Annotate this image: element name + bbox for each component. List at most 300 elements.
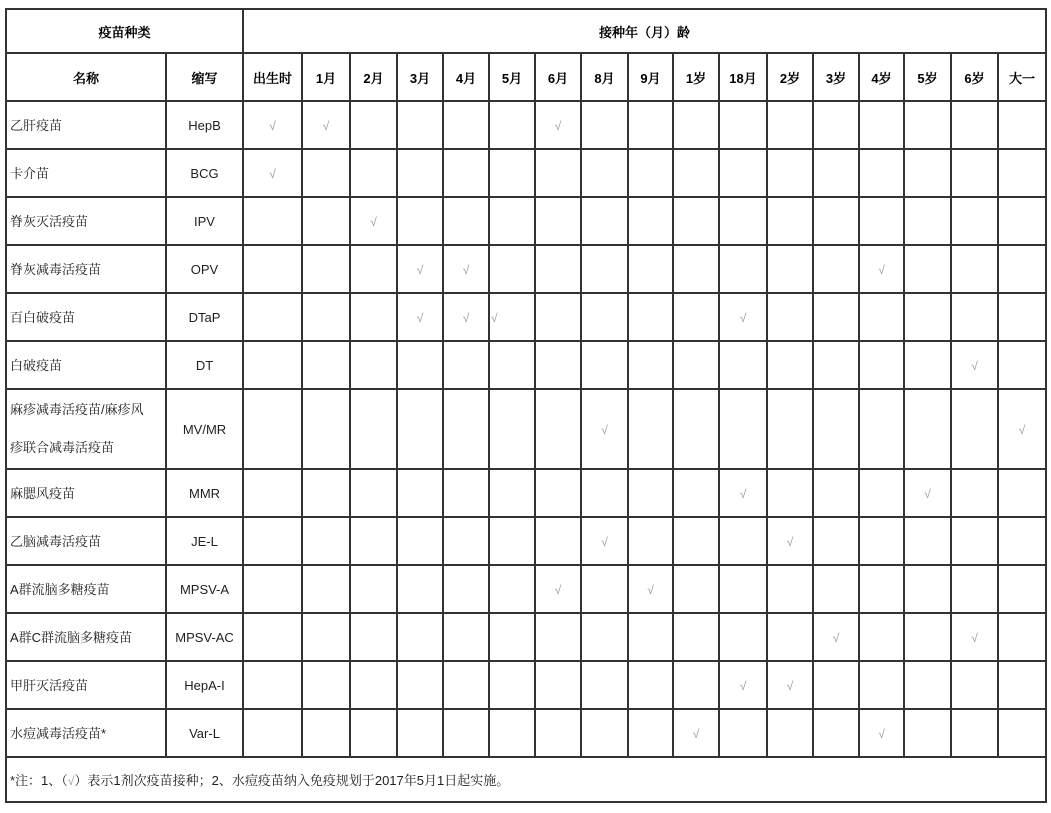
schedule-cell xyxy=(904,661,951,709)
schedule-cell xyxy=(813,469,859,517)
schedule-cell xyxy=(767,149,813,197)
schedule-cell xyxy=(951,197,998,245)
schedule-cell xyxy=(243,101,302,149)
schedule-cell xyxy=(767,341,813,389)
schedule-cell xyxy=(535,517,581,565)
vaccine-row xyxy=(6,709,1046,757)
schedule-cell xyxy=(443,293,489,341)
schedule-cell xyxy=(581,341,628,389)
vaccine-abbr-cell: IPV xyxy=(166,197,243,245)
schedule-cell xyxy=(397,245,443,293)
age-column-header-13: 4岁 xyxy=(859,53,904,101)
schedule-cell xyxy=(998,149,1046,197)
schedule-cell xyxy=(397,341,443,389)
vaccine-abbr-cell: DT xyxy=(166,341,243,389)
schedule-cell xyxy=(535,293,581,341)
schedule-cell xyxy=(767,293,813,341)
schedule-cell xyxy=(813,293,859,341)
age-column-header-0: 出生时 xyxy=(243,53,302,101)
vaccine-row xyxy=(6,101,1046,149)
schedule-cell xyxy=(998,101,1046,149)
schedule-cell xyxy=(998,613,1046,661)
schedule-cell xyxy=(535,197,581,245)
vaccine-abbr-cell: JE-L xyxy=(166,517,243,565)
schedule-cell xyxy=(489,197,535,245)
schedule-cell xyxy=(998,709,1046,757)
schedule-cell xyxy=(813,101,859,149)
schedule-cell xyxy=(443,565,489,613)
schedule-cell xyxy=(998,293,1046,341)
schedule-cell xyxy=(302,245,350,293)
schedule-cell xyxy=(951,709,998,757)
schedule-cell xyxy=(350,101,397,149)
schedule-cell xyxy=(719,389,767,469)
schedule-cell xyxy=(813,517,859,565)
vaccine-row xyxy=(6,517,1046,565)
schedule-cell xyxy=(581,613,628,661)
schedule-cell xyxy=(243,613,302,661)
schedule-cell xyxy=(443,469,489,517)
vaccine-name-cell: A群C群流脑多糖疫苗 xyxy=(6,613,166,661)
vaccine-name-cell: 脊灰减毒活疫苗 xyxy=(6,245,166,293)
check-mark: √ xyxy=(647,582,654,597)
schedule-cell xyxy=(302,661,350,709)
vaccine-row xyxy=(6,197,1046,245)
schedule-cell xyxy=(350,709,397,757)
vaccine-name-cell: 水痘减毒活疫苗* xyxy=(6,709,166,757)
schedule-cell xyxy=(628,389,673,469)
schedule-cell xyxy=(719,517,767,565)
schedule-cell xyxy=(243,661,302,709)
schedule-cell xyxy=(581,709,628,757)
schedule-cell xyxy=(904,197,951,245)
schedule-cell xyxy=(581,517,628,565)
vaccine-abbr-cell: HepB xyxy=(166,101,243,149)
schedule-cell xyxy=(243,469,302,517)
schedule-cell xyxy=(859,341,904,389)
schedule-cell xyxy=(535,101,581,149)
check-mark: √ xyxy=(462,262,470,277)
schedule-cell xyxy=(673,469,719,517)
schedule-cell xyxy=(350,197,397,245)
check-mark: √ xyxy=(971,630,978,645)
schedule-cell xyxy=(673,197,719,245)
schedule-cell xyxy=(350,469,397,517)
schedule-cell xyxy=(719,341,767,389)
schedule-cell xyxy=(859,469,904,517)
schedule-cell xyxy=(489,613,535,661)
vaccine-row xyxy=(6,661,1046,709)
schedule-cell xyxy=(628,613,673,661)
footnote-check-symbol: √ xyxy=(67,774,75,788)
schedule-cell xyxy=(719,661,767,709)
schedule-cell xyxy=(998,517,1046,565)
schedule-cell xyxy=(813,197,859,245)
check-mark: √ xyxy=(878,262,885,277)
schedule-cell xyxy=(397,197,443,245)
age-column-header-1: 1月 xyxy=(302,53,350,101)
vaccine-name-cell: 乙肝疫苗 xyxy=(6,101,166,149)
schedule-cell xyxy=(489,565,535,613)
schedule-cell xyxy=(243,517,302,565)
check-mark: √ xyxy=(554,582,562,597)
age-column-header-14: 5岁 xyxy=(904,53,951,101)
schedule-cell xyxy=(302,293,350,341)
schedule-cell xyxy=(673,565,719,613)
schedule-cell xyxy=(998,565,1046,613)
schedule-cell xyxy=(397,709,443,757)
check-mark: √ xyxy=(1018,422,1026,437)
schedule-cell xyxy=(951,245,998,293)
schedule-cell xyxy=(859,389,904,469)
schedule-cell xyxy=(628,293,673,341)
schedule-cell xyxy=(673,293,719,341)
check-mark: √ xyxy=(739,310,747,325)
schedule-cell xyxy=(535,565,581,613)
schedule-cell xyxy=(628,661,673,709)
check-mark: √ xyxy=(269,118,276,133)
vaccine-row xyxy=(6,565,1046,613)
schedule-cell xyxy=(859,245,904,293)
schedule-cell xyxy=(243,709,302,757)
schedule-cell xyxy=(719,149,767,197)
schedule-cell xyxy=(397,389,443,469)
vaccine-name-cell: 百白破疫苗 xyxy=(6,293,166,341)
schedule-cell xyxy=(767,517,813,565)
check-mark: √ xyxy=(924,486,931,501)
schedule-cell xyxy=(489,469,535,517)
schedule-cell xyxy=(489,149,535,197)
schedule-cell xyxy=(397,101,443,149)
schedule-cell xyxy=(673,613,719,661)
schedule-cell xyxy=(719,293,767,341)
schedule-cell xyxy=(243,149,302,197)
age-column-header-16: 大一 xyxy=(998,53,1046,101)
vaccine-row xyxy=(6,149,1046,197)
schedule-cell xyxy=(628,197,673,245)
schedule-cell xyxy=(581,469,628,517)
schedule-cell xyxy=(673,661,719,709)
schedule-cell xyxy=(673,245,719,293)
schedule-cell xyxy=(904,565,951,613)
schedule-cell xyxy=(581,197,628,245)
schedule-cell xyxy=(628,469,673,517)
schedule-cell xyxy=(243,389,302,469)
schedule-cell xyxy=(813,389,859,469)
schedule-cell xyxy=(581,149,628,197)
schedule-cell xyxy=(302,565,350,613)
schedule-cell xyxy=(443,389,489,469)
schedule-cell xyxy=(951,661,998,709)
header-row-groups xyxy=(6,9,1046,53)
check-mark: √ xyxy=(832,630,840,645)
schedule-cell xyxy=(443,613,489,661)
schedule-cell xyxy=(813,341,859,389)
schedule-cell xyxy=(904,341,951,389)
schedule-cell xyxy=(998,661,1046,709)
age-column-header-5: 5月 xyxy=(489,53,535,101)
schedule-cell xyxy=(350,517,397,565)
schedule-cell xyxy=(443,709,489,757)
schedule-cell xyxy=(302,389,350,469)
schedule-cell xyxy=(535,661,581,709)
schedule-cell xyxy=(859,517,904,565)
schedule-cell xyxy=(859,565,904,613)
schedule-cell xyxy=(535,389,581,469)
schedule-cell xyxy=(951,149,998,197)
vaccine-abbr-cell: MMR xyxy=(166,469,243,517)
schedule-cell xyxy=(673,341,719,389)
vaccine-name-cell: 甲肝灭活疫苗 xyxy=(6,661,166,709)
vaccine-abbr-cell: OPV xyxy=(166,245,243,293)
schedule-cell xyxy=(767,101,813,149)
schedule-cell xyxy=(628,101,673,149)
schedule-cell xyxy=(443,245,489,293)
schedule-cell xyxy=(302,709,350,757)
vaccine-name-cell: 乙脑减毒活疫苗 xyxy=(6,517,166,565)
schedule-cell xyxy=(302,101,350,149)
schedule-cell xyxy=(998,469,1046,517)
schedule-document xyxy=(5,8,1047,803)
schedule-cell xyxy=(859,197,904,245)
schedule-cell xyxy=(767,389,813,469)
schedule-cell xyxy=(350,661,397,709)
check-mark: √ xyxy=(971,358,978,373)
schedule-cell xyxy=(535,613,581,661)
schedule-cell xyxy=(581,661,628,709)
vaccine-abbr-cell: BCG xyxy=(166,149,243,197)
check-mark: √ xyxy=(692,726,700,741)
schedule-cell xyxy=(243,293,302,341)
schedule-cell xyxy=(719,469,767,517)
schedule-cell xyxy=(767,613,813,661)
age-column-header-11: 2岁 xyxy=(767,53,813,101)
schedule-cell xyxy=(302,149,350,197)
check-mark: √ xyxy=(786,678,794,693)
schedule-cell xyxy=(581,101,628,149)
schedule-cell xyxy=(350,245,397,293)
vaccine-row xyxy=(6,245,1046,293)
schedule-cell xyxy=(443,149,489,197)
schedule-cell xyxy=(767,661,813,709)
schedule-cell xyxy=(673,101,719,149)
schedule-cell xyxy=(767,565,813,613)
age-column-header-15: 6岁 xyxy=(951,53,998,101)
footnote-row xyxy=(6,757,1046,802)
schedule-cell xyxy=(951,565,998,613)
schedule-cell xyxy=(767,709,813,757)
schedule-cell xyxy=(904,469,951,517)
schedule-cell xyxy=(581,293,628,341)
schedule-cell xyxy=(719,245,767,293)
vaccine-name-cell: 卡介苗 xyxy=(6,149,166,197)
vaccine-row xyxy=(6,613,1046,661)
schedule-cell xyxy=(998,341,1046,389)
schedule-cell xyxy=(719,709,767,757)
schedule-cell xyxy=(350,389,397,469)
schedule-cell xyxy=(859,101,904,149)
vaccine-abbr-cell: HepA-I xyxy=(166,661,243,709)
schedule-cell xyxy=(628,245,673,293)
schedule-cell xyxy=(951,469,998,517)
vaccine-name-cell: 白破疫苗 xyxy=(6,341,166,389)
schedule-cell xyxy=(581,389,628,469)
schedule-cell xyxy=(581,245,628,293)
schedule-cell xyxy=(397,293,443,341)
schedule-cell xyxy=(628,517,673,565)
schedule-cell xyxy=(302,197,350,245)
schedule-cell xyxy=(397,613,443,661)
schedule-cell xyxy=(904,389,951,469)
check-mark: √ xyxy=(416,262,424,277)
schedule-cell xyxy=(628,565,673,613)
check-mark: √ xyxy=(322,118,330,133)
schedule-cell xyxy=(243,341,302,389)
schedule-cell xyxy=(719,101,767,149)
schedule-cell xyxy=(998,389,1046,469)
schedule-cell xyxy=(767,245,813,293)
check-mark: √ xyxy=(269,166,276,181)
age-column-header-8: 9月 xyxy=(628,53,673,101)
vaccine-name-cell: 麻腮风疫苗 xyxy=(6,469,166,517)
schedule-cell xyxy=(904,293,951,341)
footnote-suffix: ）表示1剂次疫苗接种；2、水痘疫苗纳入免疫规划于2017年5月1日起实施。 xyxy=(74,773,510,788)
check-mark: √ xyxy=(491,310,498,325)
schedule-cell xyxy=(243,565,302,613)
schedule-cell xyxy=(397,661,443,709)
vaccination-schedule-table xyxy=(5,8,1047,803)
schedule-cell xyxy=(859,661,904,709)
schedule-cell xyxy=(673,709,719,757)
age-axis-header: 接种年（月）龄 xyxy=(243,9,1046,53)
schedule-cell xyxy=(535,245,581,293)
schedule-cell xyxy=(443,517,489,565)
age-column-header-4: 4月 xyxy=(443,53,489,101)
check-mark: √ xyxy=(878,726,885,741)
schedule-cell xyxy=(443,101,489,149)
check-mark: √ xyxy=(739,486,747,501)
vaccine-row xyxy=(6,341,1046,389)
age-column-header-12: 3岁 xyxy=(813,53,859,101)
schedule-cell xyxy=(489,341,535,389)
age-column-header-9: 1岁 xyxy=(673,53,719,101)
schedule-cell xyxy=(813,709,859,757)
schedule-cell xyxy=(350,293,397,341)
schedule-cell xyxy=(628,709,673,757)
schedule-cell xyxy=(628,341,673,389)
footnote-cell xyxy=(6,757,1046,802)
schedule-cell xyxy=(719,197,767,245)
schedule-cell xyxy=(302,613,350,661)
schedule-cell xyxy=(904,709,951,757)
schedule-cell xyxy=(951,341,998,389)
schedule-cell xyxy=(813,661,859,709)
schedule-cell xyxy=(904,149,951,197)
schedule-cell xyxy=(767,469,813,517)
schedule-cell xyxy=(443,197,489,245)
schedule-cell xyxy=(673,389,719,469)
schedule-cell xyxy=(951,389,998,469)
check-mark: √ xyxy=(601,422,608,437)
schedule-cell xyxy=(302,341,350,389)
schedule-cell xyxy=(951,101,998,149)
schedule-cell xyxy=(813,245,859,293)
age-column-header-7: 8月 xyxy=(581,53,628,101)
age-column-header-3: 3月 xyxy=(397,53,443,101)
schedule-cell xyxy=(581,565,628,613)
schedule-cell xyxy=(350,149,397,197)
check-mark: √ xyxy=(554,118,562,133)
vaccine-type-header: 疫苗种类 xyxy=(6,9,243,53)
check-mark: √ xyxy=(601,534,608,549)
vaccine-abbr-cell: DTaP xyxy=(166,293,243,341)
schedule-cell xyxy=(767,197,813,245)
vaccine-abbr-cell: MV/MR xyxy=(166,389,243,469)
schedule-cell xyxy=(951,517,998,565)
age-column-header-2: 2月 xyxy=(350,53,397,101)
schedule-cell xyxy=(350,341,397,389)
header-row-columns xyxy=(6,53,1046,101)
schedule-cell xyxy=(813,565,859,613)
schedule-cell xyxy=(243,197,302,245)
schedule-cell xyxy=(535,149,581,197)
schedule-cell xyxy=(904,101,951,149)
schedule-cell xyxy=(998,245,1046,293)
check-mark: √ xyxy=(416,310,424,325)
schedule-cell xyxy=(859,709,904,757)
schedule-cell xyxy=(397,469,443,517)
schedule-cell xyxy=(859,613,904,661)
footnote-prefix: *注：1、（ xyxy=(10,773,68,788)
vaccine-abbr-cell: Var-L xyxy=(166,709,243,757)
vaccine-abbr-cell: MPSV-AC xyxy=(166,613,243,661)
schedule-cell xyxy=(535,341,581,389)
check-mark: √ xyxy=(739,678,747,693)
vaccine-name-cell: A群流脑多糖疫苗 xyxy=(6,565,166,613)
vaccine-name-cell: 脊灰灭活疫苗 xyxy=(6,197,166,245)
schedule-cell xyxy=(904,245,951,293)
schedule-cell xyxy=(397,565,443,613)
schedule-cell xyxy=(489,517,535,565)
vaccine-name-cell: 麻疹减毒活疫苗/麻疹风疹联合减毒活疫苗 xyxy=(6,389,166,469)
schedule-cell xyxy=(535,469,581,517)
schedule-cell xyxy=(719,565,767,613)
schedule-cell xyxy=(859,149,904,197)
schedule-cell xyxy=(443,661,489,709)
schedule-cell xyxy=(904,517,951,565)
check-mark: √ xyxy=(786,534,794,549)
schedule-cell xyxy=(813,149,859,197)
abbr-column-header: 缩写 xyxy=(166,53,243,101)
schedule-cell xyxy=(350,565,397,613)
schedule-cell xyxy=(673,517,719,565)
vaccine-row xyxy=(6,293,1046,341)
check-mark: √ xyxy=(370,214,377,229)
age-column-header-6: 6月 xyxy=(535,53,581,101)
schedule-cell xyxy=(489,101,535,149)
age-column-header-10: 18月 xyxy=(719,53,767,101)
schedule-cell xyxy=(397,517,443,565)
schedule-cell xyxy=(350,613,397,661)
schedule-cell xyxy=(302,469,350,517)
schedule-cell xyxy=(243,245,302,293)
schedule-cell xyxy=(813,613,859,661)
schedule-cell xyxy=(443,341,489,389)
schedule-cell xyxy=(673,149,719,197)
vaccine-row xyxy=(6,469,1046,517)
schedule-cell xyxy=(904,613,951,661)
schedule-cell xyxy=(719,613,767,661)
